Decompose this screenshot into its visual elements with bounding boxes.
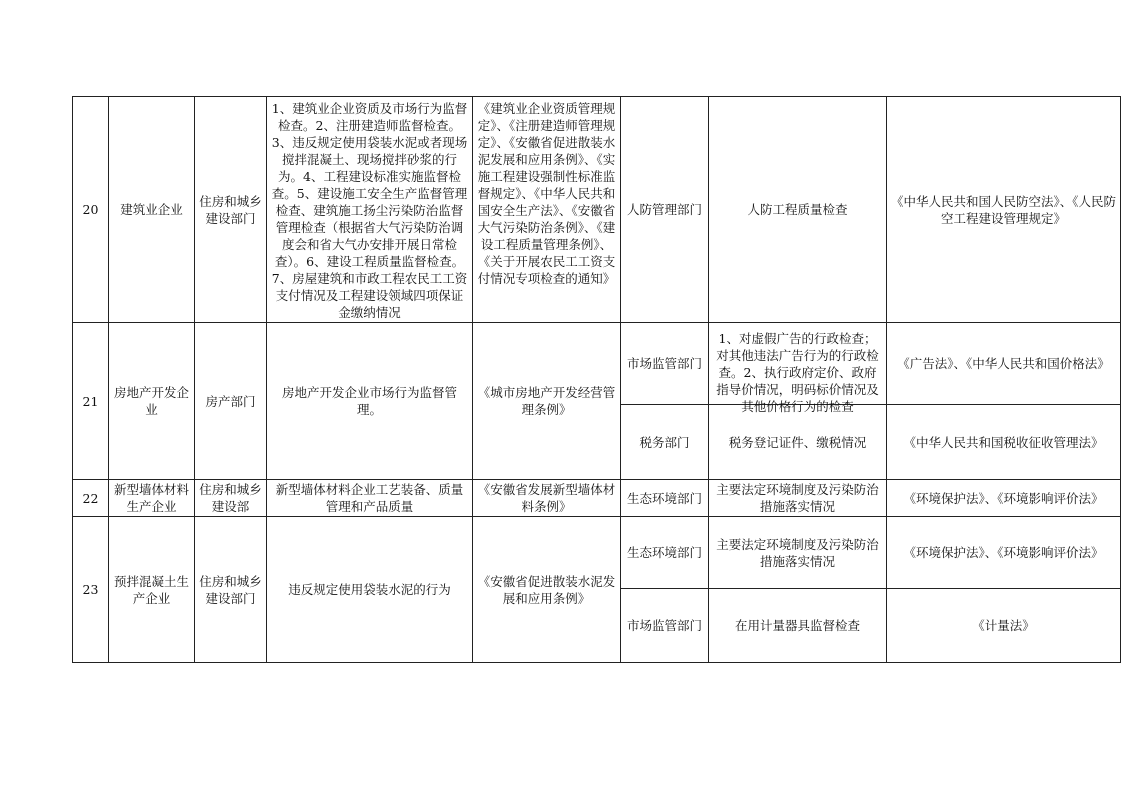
table-row [73, 323, 1121, 405]
inspection-items: 新型墙体材料企业工艺装备、质量管理和产品质量 [267, 480, 473, 517]
responsible-dept: 房产部门 [195, 323, 267, 480]
inspection-items: 违反规定使用袋装水泥的行为 [267, 517, 473, 663]
joint-items: 在用计量器具监督检查 [709, 589, 887, 663]
joint-basis: 《中华人民共和国人民防空法》、《人民防空工程建设管理规定》 [887, 97, 1121, 323]
joint-items: 人防工程质量检查 [709, 97, 887, 323]
legal-basis: 《安徽省发展新型墙体材料条例》 [473, 480, 621, 517]
row-number: 20 [73, 97, 109, 323]
joint-items: 主要法定环境制度及污染防治措施落实情况 [709, 480, 887, 517]
responsible-dept: 住房和城乡建设部 [195, 480, 267, 517]
joint-items-cell [709, 323, 887, 414]
joint-basis: 《环境保护法》、《环境影响评价法》 [887, 480, 1121, 517]
legal-basis: 《建筑业企业资质管理规定》、《注册建造师管理规定》、《安徽省促进散装水泥发展和应用条例》、《实施工程建设强制性标准监督规定》、《中华人民共和国安全生产法》、《安徽省大气污染防治条例》、《建设工程质量管理条例》、《关于开展农民工工资支付情况专项检查的通知》 [477, 100, 616, 286]
joint-basis: 《中华人民共和国税收征收管理法》 [887, 405, 1121, 480]
legal-basis: 《城市房地产开发经营管理条例》 [473, 323, 621, 480]
joint-dept: 市场监管部门 [621, 589, 709, 663]
table-row [73, 517, 1121, 589]
joint-items: 1、对虚假广告的行政检查；对其他违法广告行为的行政检查。2、执行政府定价、政府指导价情况，明码标价情况及其他价格行为的检查 [716, 330, 879, 414]
row-number: 22 [73, 480, 109, 517]
enterprise-type: 建筑业企业 [109, 97, 195, 323]
inspection-items: 房地产开发企业市场行为监督管理。 [267, 323, 473, 480]
enterprise-type: 新型墙体材料生产企业 [109, 480, 195, 517]
legal-basis: 《安徽省促进散装水泥发展和应用条例》 [473, 517, 621, 663]
responsible-dept: 住房和城乡建设部门 [195, 517, 267, 663]
responsible-dept: 住房和城乡建设部门 [195, 97, 267, 323]
joint-dept: 生态环境部门 [621, 517, 709, 589]
row-number: 23 [73, 517, 109, 663]
joint-dept: 税务部门 [621, 405, 709, 480]
enterprise-type: 房地产开发企业 [109, 323, 195, 480]
joint-dept: 市场监管部门 [621, 323, 709, 405]
joint-dept: 生态环境部门 [621, 480, 709, 517]
joint-items: 税务登记证件、缴税情况 [709, 405, 887, 480]
inspection-items: 1、建筑业企业资质及市场行为监督检查。2、注册建造师监督检查。3、违反规定使用袋装水泥或者现场搅拌混凝土、现场搅拌砂浆的行为。4、工程建设标准实施监督检查。5、建设施工安全生产监督管理检查、建筑施工扬尘污染防治监督管理检查（根据省大气污染防治调度会和省大气办安排开展日常检查）。6、建设工程质量监督检查。7、房屋建筑和市政工程农民工工资支付情况及工程建设领域四项保证金缴纳情况 [271, 100, 468, 320]
enterprise-type: 预拌混凝土生产企业 [109, 517, 195, 663]
joint-dept: 人防管理部门 [621, 97, 709, 323]
joint-basis: 《计量法》 [887, 589, 1121, 663]
inspection-items-cell [267, 97, 473, 323]
row-number: 21 [73, 323, 109, 480]
joint-basis: 《广告法》、《中华人民共和国价格法》 [887, 323, 1121, 405]
joint-basis: 《环境保护法》、《环境影响评价法》 [887, 517, 1121, 589]
table-row [73, 97, 1121, 323]
joint-items: 主要法定环境制度及污染防治措施落实情况 [709, 517, 887, 589]
inspection-table [72, 96, 1121, 663]
legal-basis-cell [473, 97, 621, 323]
table-row [73, 480, 1121, 517]
